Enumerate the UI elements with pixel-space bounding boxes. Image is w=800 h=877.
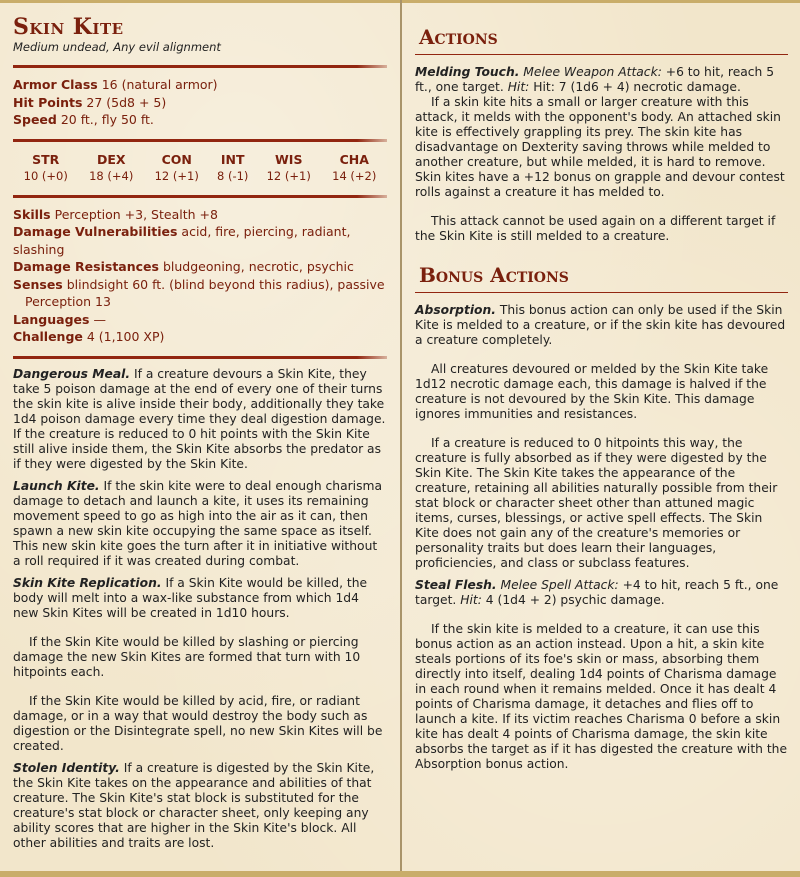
trait-text: If a Skin Kite would be killed, the body will melt into a wax-like substance from which 1d4 new Skin Kites will be created in 1d10 hours.	[13, 575, 368, 620]
hit-points-label: Hit Points	[13, 94, 83, 110]
hit-points-value: 27 (5d8 + 5)	[86, 94, 167, 110]
speed-value: 20 ft., fly 50 ft.	[60, 112, 154, 127]
bonus-actions-heading: Bonus Actions	[419, 263, 569, 287]
trait-stolen-identity	[13, 761, 387, 851]
section-rule	[415, 292, 788, 293]
bonus-action-steal-flesh	[415, 578, 788, 608]
languages-label: Languages	[13, 311, 90, 327]
bonus-action-paragraph: All creatures devoured or melded by the Skin Kite take 1d12 necrotic damage each, this damage is halved if the creature is not devoured by the Skin Kite. This damage ignores immunities and resistances.	[415, 362, 769, 421]
ability-header-wis: WIS	[275, 151, 303, 167]
trait-name: Stolen Identity.	[13, 760, 120, 775]
damage-resistances-label: Damage Resistances	[13, 259, 159, 274]
challenge-label: Challenge	[13, 329, 83, 344]
skills-value: Perception +3, Stealth +8	[54, 206, 218, 222]
languages-line	[13, 311, 387, 329]
bonus-action-absorption	[415, 303, 788, 348]
action-melding-touch	[415, 65, 788, 95]
monster-type-alignment: Medium undead, Any evil alignment	[13, 40, 221, 54]
ability-header-str: STR	[32, 151, 60, 167]
armor-class-value: 16 (natural armor)	[101, 77, 218, 92]
trait-name: Launch Kite.	[13, 478, 100, 493]
trait-dangerous-meal	[13, 367, 387, 472]
ability-score-cha: 14 (+2)	[332, 168, 377, 183]
armor-class-label: Armor Class	[13, 77, 98, 92]
trait-launch-kite	[13, 479, 387, 569]
ability-score-row	[13, 169, 387, 185]
monster-name: Skin Kite	[13, 14, 124, 40]
hit-text: Hit: 7 (1d6 + 4) necrotic damage.	[533, 80, 741, 94]
hit-label: Hit:	[460, 593, 482, 607]
armor-class-line	[13, 76, 387, 94]
damage-resistances-value: bludgeoning, necrotic, psychic	[162, 259, 354, 274]
damage-vulnerabilities-line	[13, 223, 387, 258]
tapered-rule	[13, 139, 387, 142]
attack-type: Melee Spell Attack:	[500, 578, 619, 592]
hit-text: 4 (1d4 + 2) psychic damage.	[485, 593, 665, 607]
hit-label: Hit:	[507, 80, 530, 94]
speed-line	[13, 111, 387, 129]
challenge-value: 4 (1,100 XP)	[86, 329, 165, 344]
attack-text: +4 to hit, reach 5 ft., one target.	[415, 578, 779, 607]
trait-paragraph: If the Skin Kite would be killed by slashing or piercing damage the new Skin Kites are formed that turn with 10 hitpoints each.	[13, 634, 361, 679]
bonus-action-paragraph: If the skin kite is melded to a creature, it can use this bonus action as an action instead. Upon a hit, a skin kite steals portions of its foe's skin or mass, absorbing them directly into itself, dealing 1d4 points of Charisma damage in each round when it remains melded. Once it has dealt 4 points of Charisma damage, it detaches and flies off to launch a kite. If its victim reaches Charisma 0 before a skin kite has dealt 4 points of Charisma damage, the skin kite absorbs the target as if it has digested the creature with the Absorption bonus action.	[415, 622, 788, 771]
trait-text: If a creature devours a Skin Kite, they take 5 poison damage at the end of every one of their turns the skin kite is alive inside their body, additionally they take 1d4 poison damage every time they deal digestion damage. If the creature is reduced to 0 hit points with the Skin Kite still alive inside them, the Skin Kite absorbs the predator as if they were digested by the Skin Kite.	[13, 366, 386, 471]
senses-label: Senses	[13, 276, 63, 292]
actions-heading: Actions	[419, 25, 498, 49]
skills-line	[13, 206, 387, 224]
ability-header-dex: DEX	[96, 151, 126, 167]
trait-text: If the skin kite were to deal enough charisma damage to detach and launch a kite, it uses its remaining movement speed to go as high into the air as it can, then spawn a new skin kite occupying the same space as itself. This new skin kite goes the turn after it in initiative without a roll required if it was created during combat.	[13, 478, 383, 568]
ability-header-row	[13, 150, 387, 169]
damage-resistances-line	[13, 258, 387, 276]
stat-block-left-column	[13, 14, 387, 858]
damage-vulnerabilities-label: Damage Vulnerabilities	[13, 224, 178, 239]
trait-name: Skin Kite Replication.	[13, 575, 162, 590]
challenge-line	[13, 328, 387, 346]
damage-vulnerabilities-value: acid, fire, piercing, radiant, slashing	[13, 224, 351, 257]
ability-score-str: 10 (+0)	[23, 168, 68, 183]
trait-paragraph: If the Skin Kite would be killed by acid, fire, or radiant damage, or in a way that would destroy the body such as digestion or the Disintegrate spell, no new Skin Kites will be created.	[13, 693, 383, 753]
ability-score-dex: 18 (+4)	[89, 168, 134, 183]
bottom-border	[0, 871, 800, 877]
tapered-rule	[13, 65, 387, 68]
tapered-rule	[13, 195, 387, 198]
senses-line	[13, 276, 387, 311]
bonus-action-name: Absorption.	[415, 303, 496, 317]
ability-header-int: INT	[220, 151, 245, 167]
ability-header-con: CON	[161, 151, 192, 167]
skills-label: Skills	[13, 206, 51, 222]
trait-text: If a creature is digested by the Skin Kite, the Skin Kite takes on the appearance and abilities of that creature. The Skin Kite's stat block is substituted for the creature's stat block or character sheet, only keeping any ability scores that are higher in the Skin Kite's block. All other abilities and traits are lost.	[13, 760, 375, 850]
bonus-action-text: This bonus action can only be used if the Skin Kite is melded to a creature, or if the skin kite has devoured a creature completely.	[415, 303, 786, 347]
speed-label: Speed	[13, 112, 57, 127]
stat-block-right-column	[415, 24, 788, 779]
hit-points-line	[13, 94, 387, 112]
trait-skin-kite-replication	[13, 576, 387, 621]
senses-value: blindsight 60 ft. (blind beyond this radius), passive Perception 13	[25, 276, 385, 309]
ability-header-cha: CHA	[339, 151, 369, 167]
attack-type: Melee Weapon Attack:	[523, 65, 662, 79]
column-divider	[400, 0, 402, 877]
ability-scores-table	[13, 150, 387, 185]
bonus-action-paragraph: If a creature is reduced to 0 hitpoints this way, the creature is fully absorbed as if they were digested by the Skin Kite. The Skin Kite takes the appearance of the creature, retaining all abilities naturally possible from their stat block or character sheet other than attuned magic items, curses, blessings, or active spell effects. The Skin Kite does not gain any of the creature's memories or personality traits but does learn their languages, proficiencies, and class or subclass features.	[415, 436, 778, 570]
bonus-action-name: Steal Flesh.	[415, 578, 497, 592]
ability-score-wis: 12 (+1)	[266, 168, 311, 183]
action-paragraph: If a skin kite hits a small or larger creature with this attack, it melds with the opponent's body. An attached skin kite is effectively grappling its prey. The skin kite has disadvantage on Dexterity saving throws while melded to another creature, but while melded, it is hard to remove. Skin kites have a +12 bonus on grapple and devour contest rolls against a creature it has melded to.	[415, 95, 785, 199]
languages-value: —	[93, 311, 106, 327]
attack-text: +6 to hit, reach 5 ft., one target.	[415, 65, 775, 94]
tapered-rule	[13, 356, 387, 359]
trait-name: Dangerous Meal.	[13, 366, 131, 381]
ability-score-int: 8 (-1)	[217, 168, 249, 183]
section-rule	[415, 54, 788, 55]
action-name: Melding Touch.	[415, 65, 520, 79]
ability-score-con: 12 (+1)	[154, 168, 199, 183]
action-paragraph: This attack cannot be used again on a different target if the Skin Kite is still melded to a creature.	[415, 214, 776, 243]
